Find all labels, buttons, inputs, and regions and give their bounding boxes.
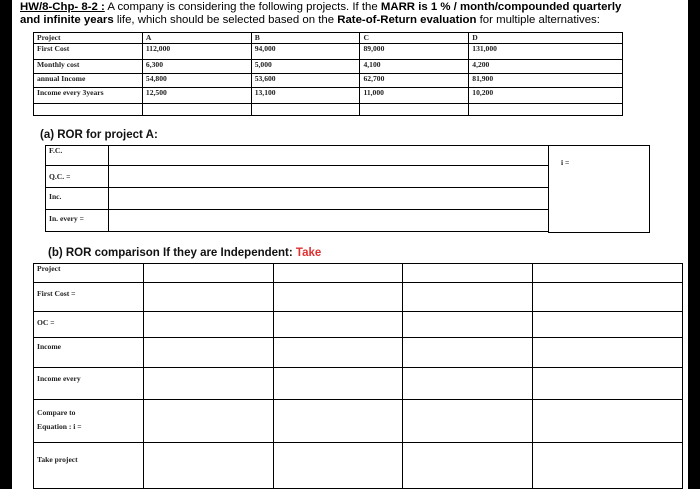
part-b-row [34, 264, 683, 283]
statement-text-3: for multiple alternatives: [476, 14, 600, 26]
answer-cell[interactable] [273, 283, 403, 312]
table-row [34, 88, 623, 104]
part-b-label: Income every [34, 368, 144, 400]
answer-cell[interactable] [273, 368, 403, 400]
part-b-label: First Cost = [34, 283, 144, 312]
part-a-row [46, 188, 549, 210]
part-a-label: Inc. [46, 188, 109, 210]
part-b-row [34, 400, 683, 443]
part-b-label: Take project [34, 443, 144, 489]
answer-cell[interactable] [403, 283, 533, 312]
answer-cell[interactable] [108, 166, 548, 188]
part-b-row [34, 312, 683, 338]
problem-statement [20, 1, 680, 27]
part-b-label: Project [34, 264, 144, 283]
table-cell: 6,300 [142, 60, 251, 74]
ror-evaluation-text: Rate-of-Return evaluation [337, 14, 477, 26]
answer-cell[interactable] [533, 264, 683, 283]
table-row [34, 60, 623, 74]
answer-cell[interactable] [403, 368, 533, 400]
answer-cell[interactable] [533, 400, 683, 443]
answer-cell[interactable] [403, 338, 533, 368]
part-a-row [46, 146, 549, 166]
table-row-empty [34, 104, 623, 116]
answer-cell[interactable] [108, 146, 548, 166]
answer-cell[interactable] [403, 443, 533, 489]
answer-cell[interactable] [533, 338, 683, 368]
answer-cell[interactable] [533, 312, 683, 338]
statement-text-1: A company is considering the following projects. If the [104, 1, 381, 13]
answer-cell[interactable] [143, 368, 273, 400]
part-b-label: Compare to [37, 408, 76, 417]
table-row [34, 74, 623, 88]
i-label: i = [561, 158, 570, 167]
infinite-years-text: and infinite years [20, 14, 114, 26]
i-result-box[interactable] [548, 145, 650, 233]
part-b-table [33, 263, 683, 489]
statement-text-2: life, which should be selected based on the [113, 14, 338, 26]
part-a-table [45, 145, 549, 232]
answer-cell[interactable] [273, 312, 403, 338]
part-b-row [34, 283, 683, 312]
part-a-title: (a) ROR for project A: [40, 129, 158, 141]
marr-text: MARR is 1 % / month/compounded quarterly [380, 1, 622, 13]
projects-table [33, 32, 623, 116]
part-b-title [48, 247, 321, 259]
table-cell: 94,000 [251, 44, 360, 60]
take-text: Take [295, 247, 322, 259]
table-cell: Monthly cost [34, 60, 143, 74]
part-b-label-group [34, 400, 144, 443]
table-cell: 5,000 [251, 60, 360, 74]
table-header-cell: Project [34, 33, 143, 44]
answer-cell[interactable] [108, 210, 548, 232]
table-cell: 112,000 [142, 44, 251, 60]
table-row [34, 44, 623, 60]
answer-cell[interactable] [273, 400, 403, 443]
part-b-row [34, 338, 683, 368]
table-cell: First Cost [34, 44, 143, 60]
table-cell: 53,600 [251, 74, 360, 88]
table-header-cell: B [251, 33, 360, 44]
table-cell: 4,100 [360, 60, 469, 74]
part-b-label: OC = [34, 312, 144, 338]
part-b-row [34, 368, 683, 400]
answer-cell[interactable] [273, 443, 403, 489]
table-cell: 11,000 [360, 88, 469, 104]
table-header-cell: D [469, 33, 623, 44]
part-b-label: Equation : i = [37, 422, 82, 431]
table-header-cell: A [142, 33, 251, 44]
table-cell: 81,900 [469, 74, 623, 88]
table-cell: 13,100 [251, 88, 360, 104]
part-a-row [46, 210, 549, 232]
answer-cell[interactable] [143, 264, 273, 283]
table-cell: Income every 3years [34, 88, 143, 104]
table-cell: 54,800 [142, 74, 251, 88]
table-cell: 62,700 [360, 74, 469, 88]
answer-cell[interactable] [403, 264, 533, 283]
table-cell: 89,000 [360, 44, 469, 60]
answer-cell[interactable] [143, 443, 273, 489]
answer-cell[interactable] [143, 400, 273, 443]
answer-cell[interactable] [533, 283, 683, 312]
table-cell: 10,200 [469, 88, 623, 104]
answer-cell[interactable] [143, 338, 273, 368]
part-a-label: In. every = [46, 210, 109, 232]
part-a-label: Q.C. = [46, 166, 109, 188]
table-header-cell: C [360, 33, 469, 44]
answer-cell[interactable] [143, 312, 273, 338]
answer-cell[interactable] [403, 400, 533, 443]
document-page [12, 0, 688, 489]
table-cell: 12,500 [142, 88, 251, 104]
answer-cell[interactable] [403, 312, 533, 338]
table-header-row [34, 33, 623, 44]
part-b-label: Income [34, 338, 144, 368]
table-cell: 4,200 [469, 60, 623, 74]
answer-cell[interactable] [143, 283, 273, 312]
answer-cell[interactable] [533, 443, 683, 489]
answer-cell[interactable] [108, 188, 548, 210]
table-cell: annual Income [34, 74, 143, 88]
answer-cell[interactable] [273, 264, 403, 283]
part-b-title-text: (b) ROR comparison If they are Independent: [48, 247, 296, 259]
homework-id: HW/8-Chp- 8-2 : [20, 1, 105, 13]
table-cell: 131,000 [469, 44, 623, 60]
answer-cell[interactable] [533, 368, 683, 400]
part-b-row [34, 443, 683, 489]
part-a-row [46, 166, 549, 188]
answer-cell[interactable] [273, 338, 403, 368]
part-a-label: F.C. [46, 146, 109, 166]
